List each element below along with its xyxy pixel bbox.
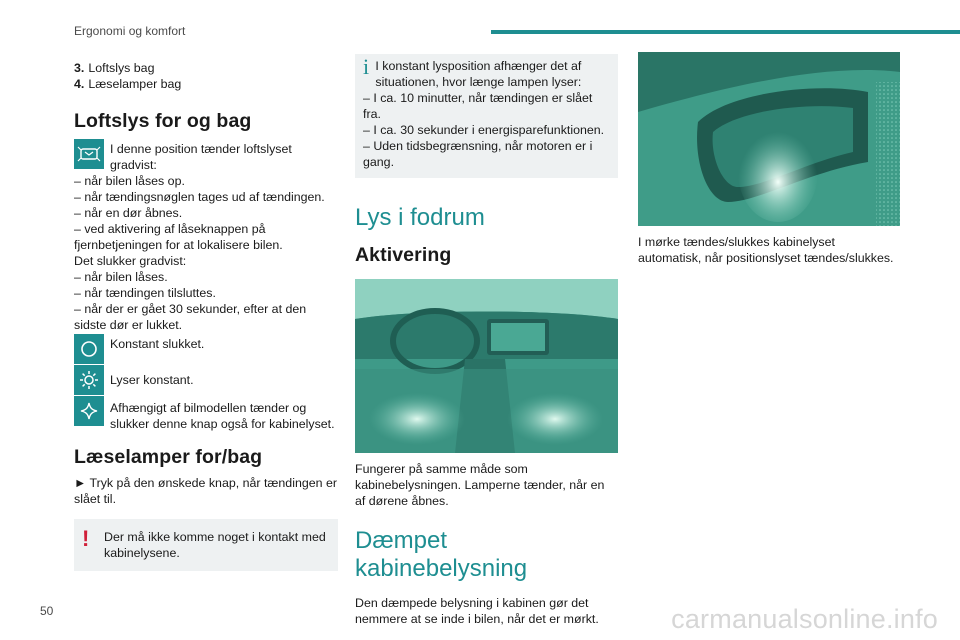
column-left xyxy=(74,60,338,571)
off-item: – når tændingen tilsluttes. xyxy=(74,286,216,300)
photo-caption: I mørke tændes/slukkes kabinelyset automatisk, når positionslyset tændes/slukkes. xyxy=(638,235,894,265)
warning-icon: ! xyxy=(82,526,90,551)
info-head-text: I konstant lysposition afhænger det af situationen, hvor længe lampen lyser: xyxy=(375,59,582,89)
off-item: – når der er gået 30 sekunder, efter at den sidste dør er lukket. xyxy=(74,302,307,332)
intro-row xyxy=(74,139,338,173)
off-item: – når bilen låses. xyxy=(74,270,168,284)
dimmed-lighting-text: Den dæmpede belysning i kabinen gør det nemmere at se inde i bilen, når det er mørkt. xyxy=(355,596,599,626)
section-subtitle-activation: Aktivering xyxy=(355,244,452,266)
info-item: – I ca. 30 sekunder i energisparefunktionen. xyxy=(363,123,605,137)
on-item: – når tændingsnøglen tages ud af tændingen. xyxy=(74,190,325,204)
page-number: 50 xyxy=(40,604,54,618)
list-text: Loftslys bag xyxy=(88,61,155,75)
step-text: ► Tryk på den ønskede knap, når tændingen er slået til. xyxy=(74,476,337,506)
icon-row-text: Lyser konstant. xyxy=(110,373,194,387)
list-item xyxy=(74,76,338,92)
warning-text: Der må ikke komme noget i kontakt med kabinelysene. xyxy=(104,530,326,560)
icon-row-door xyxy=(74,396,338,432)
door-handle-photo xyxy=(638,52,900,226)
section-title-reading-lamps: Læselamper for/bag xyxy=(74,446,263,468)
info-icon: i xyxy=(363,54,370,79)
column-right xyxy=(638,52,900,266)
on-item: – når bilen låses op. xyxy=(74,174,185,188)
photo-caption: Fungerer på samme måde som kabinebelysningen. Lamperne tænder, når en af dørene åbnes. xyxy=(355,462,605,508)
diamond-door-icon xyxy=(74,396,104,426)
section-title-footwell: Lys i fodrum xyxy=(355,204,485,231)
info-box xyxy=(355,54,618,178)
icon-row-off xyxy=(74,334,338,364)
list-item xyxy=(74,60,338,76)
icon-row-text: Afhængigt af bilmodellen tænder og slukker denne knap også for kabinelyset. xyxy=(110,401,335,431)
off-intro: Det slukker gradvist: xyxy=(74,254,187,268)
footwell-photo xyxy=(355,279,618,453)
warning-box xyxy=(74,519,338,571)
circle-off-icon xyxy=(74,334,104,364)
list-number: 4. xyxy=(74,77,85,91)
icon-row-text: Konstant slukket. xyxy=(110,337,205,351)
section-title-ceiling-light: Loftslys for og bag xyxy=(74,110,252,132)
door-light-icon xyxy=(74,139,104,169)
section-title-dimmed-lighting: Dæmpet kabinebelysning xyxy=(355,527,528,582)
on-item: – ved aktivering af låseknappen på fjernbetjeningen for at lokalisere bilen. xyxy=(74,222,283,252)
header-accent-bar xyxy=(491,30,960,34)
info-item: – Uden tidsbegrænsning, når motoren er i gang. xyxy=(363,139,593,169)
header-title: Ergonomi og komfort xyxy=(74,24,186,38)
intro-text: I denne position tænder loftslyset gradvist: xyxy=(110,142,292,172)
icon-row-on xyxy=(74,365,338,395)
on-item: – når en dør åbnes. xyxy=(74,206,183,220)
sun-on-icon xyxy=(74,365,104,395)
column-middle xyxy=(355,54,618,627)
watermark: carmanualsonline.info xyxy=(671,604,938,634)
list-number: 3. xyxy=(74,61,85,75)
info-item: – I ca. 10 minutter, når tændingen er slået fra. xyxy=(363,91,593,121)
list-text: Læselamper bag xyxy=(88,77,182,91)
